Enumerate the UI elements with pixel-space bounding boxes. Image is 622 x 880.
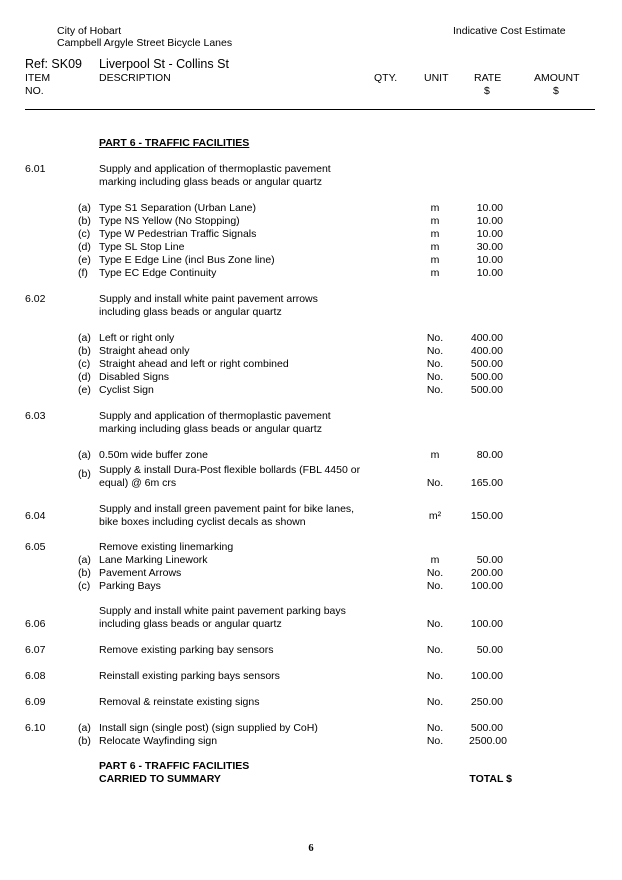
- item-number: 6.07: [25, 644, 46, 656]
- sub-unit: m: [430, 254, 440, 266]
- sub-letter: (f): [78, 267, 88, 279]
- sub-letter: (e): [78, 384, 91, 396]
- item-description: Remove existing linemarking: [99, 541, 234, 553]
- item-number: 6.10: [25, 722, 46, 734]
- item-number: 6.09: [25, 696, 46, 708]
- item-number: 6.06: [25, 618, 46, 630]
- sub-letter: (b): [78, 567, 91, 579]
- sub-letter: (d): [78, 241, 91, 253]
- sub-description: Type W Pedestrian Traffic Signals: [99, 228, 257, 240]
- item-number: 6.03: [25, 410, 46, 422]
- col-amount: AMOUNT: [534, 72, 580, 84]
- col-amount-currency: $: [553, 85, 559, 97]
- sub-letter: (b): [78, 345, 91, 357]
- sub-description: Relocate Wayfinding sign: [99, 735, 218, 747]
- sub-letter: (b): [78, 735, 91, 747]
- sub-unit: No.: [426, 477, 444, 489]
- sub-rate: 200.00: [470, 567, 503, 579]
- sub-letter: (c): [78, 228, 91, 240]
- page-number: 6: [308, 843, 314, 854]
- item-unit: No.: [426, 618, 444, 630]
- sub-rate: 400.00: [470, 332, 503, 344]
- sub-unit: m: [430, 228, 440, 240]
- sub-description: Type NS Yellow (No Stopping): [99, 215, 240, 227]
- sub-letter: (a): [78, 722, 91, 734]
- item-unit: m²: [428, 510, 442, 522]
- item-description: including glass beads or angular quartz: [99, 618, 282, 630]
- sub-description: Install sign (single post) (sign supplied by CoH): [99, 722, 318, 734]
- item-number: 6.04: [25, 510, 46, 522]
- sub-unit: No.: [426, 332, 444, 344]
- sub-description: Cyclist Sign: [99, 384, 154, 396]
- sub-rate: 165.00: [470, 477, 503, 489]
- item-number: 6.05: [25, 541, 46, 553]
- sub-description: Supply & install Dura-Post flexible bollards (FBL 4450 or: [99, 464, 361, 476]
- sub-description: Straight ahead only: [99, 345, 190, 357]
- header-rule: [25, 109, 595, 110]
- sub-unit: No.: [426, 567, 444, 579]
- sub-rate: 100.00: [470, 580, 503, 592]
- sub-letter: (b): [78, 468, 91, 480]
- sub-letter: (a): [78, 449, 91, 461]
- col-rate-currency: $: [484, 85, 490, 97]
- item-description: bike boxes including cyclist decals as shown: [99, 516, 306, 528]
- sub-rate: 500.00: [470, 384, 503, 396]
- sub-unit: No.: [426, 371, 444, 383]
- sub-rate: 10.00: [476, 254, 503, 266]
- ref-location: Liverpool St - Collins St: [99, 57, 229, 71]
- item-description: Supply and application of thermoplastic pavement: [99, 410, 331, 422]
- sub-rate: 10.00: [476, 215, 503, 227]
- sub-unit: m: [430, 267, 440, 279]
- sub-unit: m: [430, 215, 440, 227]
- sub-description: Left or right only: [99, 332, 175, 344]
- sub-rate: 500.00: [470, 371, 503, 383]
- sub-letter: (e): [78, 254, 91, 266]
- sub-rate: 10.00: [476, 228, 503, 240]
- sub-unit: No.: [426, 580, 444, 592]
- sub-unit: No.: [426, 345, 444, 357]
- item-number: 6.01: [25, 163, 46, 175]
- sub-description: Disabled Signs: [99, 371, 170, 383]
- item-rate: 50.00: [476, 644, 503, 656]
- org-name: City of Hobart: [57, 25, 122, 37]
- item-unit: No.: [426, 696, 444, 708]
- sub-unit: m: [430, 554, 440, 566]
- item-description: including glass beads or angular quartz: [99, 306, 282, 318]
- sub-description: Type S1 Separation (Urban Lane): [99, 202, 257, 214]
- sub-letter: (d): [78, 371, 91, 383]
- item-number: 6.08: [25, 670, 46, 682]
- item-description: Supply and install green pavement paint for bike lanes,: [99, 503, 355, 515]
- sub-description: 0.50m wide buffer zone: [99, 449, 208, 461]
- col-unit: UNIT: [424, 72, 449, 84]
- item-unit: No.: [426, 644, 444, 656]
- sub-rate: 2500.00: [469, 735, 507, 747]
- sub-unit: No.: [426, 358, 444, 370]
- ref-label: Ref: SK09: [25, 57, 82, 71]
- sub-description: Pavement Arrows: [99, 567, 182, 579]
- sub-unit: No.: [426, 722, 444, 734]
- sub-description: Parking Bays: [99, 580, 161, 592]
- document-type: Indicative Cost Estimate: [453, 25, 566, 37]
- item-description: Supply and install white paint pavement arrows: [99, 293, 318, 305]
- item-description: Removal & reinstate existing signs: [99, 696, 260, 708]
- col-item: ITEM: [25, 72, 51, 84]
- sub-unit: No.: [426, 384, 444, 396]
- item-rate: 250.00: [470, 696, 503, 708]
- item-rate: 100.00: [470, 670, 503, 682]
- sub-letter: (a): [78, 332, 91, 344]
- item-rate: 150.00: [470, 510, 503, 522]
- sub-rate: 50.00: [476, 554, 503, 566]
- item-number: 6.02: [25, 293, 46, 305]
- col-item-no: NO.: [25, 85, 44, 97]
- col-rate: RATE: [474, 72, 502, 84]
- col-description: DESCRIPTION: [99, 72, 171, 84]
- sub-letter: (a): [78, 202, 91, 214]
- sub-description: Type E Edge Line (incl Bus Zone line): [99, 254, 275, 266]
- sub-letter: (c): [78, 358, 91, 370]
- item-rate: 100.00: [470, 618, 503, 630]
- sub-unit: m: [430, 241, 440, 253]
- sub-description: Lane Marking Linework: [99, 554, 208, 566]
- item-description: Supply and application of thermoplastic pavement: [99, 163, 331, 175]
- summary-title: PART 6 - TRAFFIC FACILITIES: [99, 760, 250, 772]
- part-title: PART 6 - TRAFFIC FACILITIES: [99, 137, 250, 149]
- item-description: marking including glass beads or angular quartz: [99, 176, 322, 188]
- sub-rate: 500.00: [470, 358, 503, 370]
- sub-description: equal) @ 6m crs: [99, 477, 177, 489]
- summary-total-label: TOTAL $: [469, 773, 512, 785]
- sub-description: Type EC Edge Continuity: [99, 267, 217, 279]
- sub-unit: No.: [426, 735, 444, 747]
- item-unit: No.: [426, 670, 444, 682]
- sub-unit: m: [430, 449, 440, 461]
- sub-rate: 500.00: [470, 722, 503, 734]
- sub-rate: 10.00: [476, 202, 503, 214]
- item-description: Reinstall existing parking bays sensors: [99, 670, 280, 682]
- col-qty: QTY.: [374, 72, 398, 84]
- sub-letter: (b): [78, 215, 91, 227]
- summary-carried: CARRIED TO SUMMARY: [99, 773, 221, 785]
- sub-letter: (a): [78, 554, 91, 566]
- sub-letter: (c): [78, 580, 91, 592]
- item-description: Remove existing parking bay sensors: [99, 644, 274, 656]
- item-description: Supply and install white paint pavement parking bays: [99, 605, 346, 617]
- project-name: Campbell Argyle Street Bicycle Lanes: [57, 37, 233, 49]
- sub-description: Type SL Stop Line: [99, 241, 185, 253]
- sub-rate: 10.00: [476, 267, 503, 279]
- item-description: marking including glass beads or angular quartz: [99, 423, 322, 435]
- sub-rate: 30.00: [476, 241, 503, 253]
- sub-rate: 80.00: [476, 449, 503, 461]
- sub-description: Straight ahead and left or right combined: [99, 358, 289, 370]
- sub-unit: m: [430, 202, 440, 214]
- sub-rate: 400.00: [470, 345, 503, 357]
